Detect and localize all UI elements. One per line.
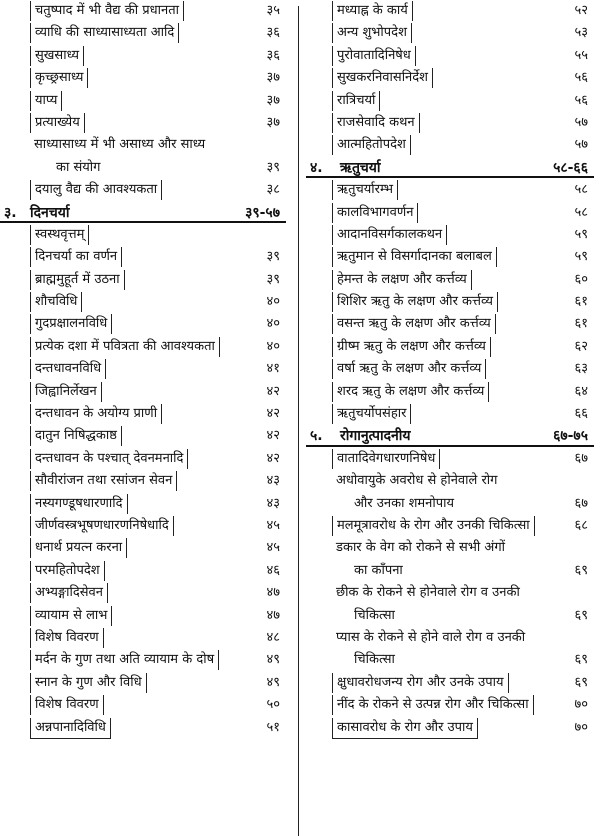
toc-entry	[0, 45, 292, 67]
entry-page: ५२	[574, 3, 588, 18]
toc-entry	[0, 582, 292, 604]
entry-title: स्नान के गुण और विधि	[30, 673, 147, 693]
entry-page: ३५	[266, 3, 280, 18]
entry-page: ४२	[266, 428, 280, 444]
toc-entry	[306, 22, 600, 44]
entry-page: ६३	[574, 361, 588, 377]
entry-page: ४३	[266, 495, 280, 511]
toc-entry	[306, 627, 600, 649]
toc-entry	[0, 649, 292, 671]
entry-page: ५७	[574, 137, 588, 153]
entry-page: ४२	[266, 406, 280, 422]
section-underline	[306, 445, 594, 447]
toc-entry	[306, 672, 600, 694]
section-title: ऋतुचर्या	[340, 159, 381, 176]
entry-page: ५७	[574, 114, 588, 130]
entry-page: ३९	[266, 159, 280, 175]
entry-page: ३७	[266, 70, 280, 86]
entry-page: ४५	[266, 540, 280, 556]
toc-entry	[306, 134, 600, 156]
entry-title: शौचविधि	[30, 292, 82, 312]
entry-page: ६८	[574, 517, 588, 533]
entry-title: डकार के वेग को रोकने से सभी अंगों	[336, 540, 506, 556]
entry-title: ऋतुमान से विसर्गादानका बलाबल	[332, 247, 497, 267]
entry-title: राजसेवादि कथन	[332, 113, 420, 133]
toc-entry	[0, 67, 292, 89]
section-underline	[306, 176, 594, 178]
toc-entry	[0, 694, 292, 716]
toc-entry	[0, 0, 292, 22]
entry-page: ५९	[574, 249, 588, 265]
entry-title: वसन्त ऋतु के लक्षण और कर्त्तव्य	[332, 314, 496, 334]
entry-title: दन्तधावनविधि	[30, 359, 106, 379]
toc-entry	[306, 269, 600, 291]
entry-page: ३९	[266, 271, 280, 287]
entry-page: ४७	[266, 607, 280, 623]
entry-title: अन्नपानादिविधि	[30, 718, 111, 739]
toc-entry	[0, 627, 292, 649]
entry-page: ४०	[266, 294, 280, 310]
entry-page: ४९	[266, 674, 280, 690]
entry-page: ४३	[266, 473, 280, 489]
toc-entry	[306, 112, 600, 134]
entry-page: ५८	[574, 204, 588, 220]
entry-title: पुरोवातादिनिषेध	[332, 46, 416, 66]
entry-title: साध्यासाध्य में भी असाध्य और साध्य	[34, 137, 206, 153]
toc-entry	[0, 425, 292, 447]
toc-entry	[306, 291, 600, 313]
toc-entry	[0, 179, 292, 201]
entry-title: आत्महितोपदेश	[332, 135, 411, 155]
entry-page: ५३	[574, 25, 588, 41]
entry-title: का संयोग	[56, 159, 101, 175]
entry-title: मर्दन के गुण तथा अति व्यायाम के दोष	[30, 650, 219, 670]
entry-page: ७०	[574, 719, 588, 735]
entry-page: ६१	[574, 294, 588, 310]
entry-page: ६९	[574, 562, 588, 578]
entry-title: सौवीरांजन तथा रसांजन सेवन	[30, 471, 177, 491]
toc-entry	[306, 605, 600, 627]
entry-title: चतुष्पाद में भी वैद्य की प्रधानता	[30, 1, 184, 21]
entry-title: अधोवायुके अवरोध से होनेवाले रोग	[336, 473, 498, 489]
section-title: रोगानुत्पादनीय	[340, 428, 411, 445]
entry-title: दन्तधावन के अयोग्य प्राणी	[30, 404, 162, 424]
toc-entry	[0, 358, 292, 380]
entry-page: ४५	[266, 517, 280, 533]
toc-entry	[306, 717, 600, 739]
toc-entry	[306, 448, 600, 470]
entry-page: ६७	[574, 450, 588, 466]
toc-entry	[0, 336, 292, 358]
section-number: ३.	[4, 204, 17, 221]
section-page-range: ५८-६६	[553, 159, 588, 176]
section-heading	[306, 425, 600, 447]
toc-right-column	[306, 0, 600, 739]
toc-entry	[306, 67, 600, 89]
entry-page: ५६	[574, 70, 588, 86]
entry-title: ब्राह्ममुहूर्त में उठना	[30, 270, 125, 290]
entry-title: शिशिर ऋतु के लक्षण और कर्त्तव्य	[332, 292, 498, 312]
toc-entry	[306, 515, 600, 537]
entry-title: शरद ऋतु के लक्षण और कर्त्तव्य	[332, 382, 489, 402]
entry-title: सुखकरनिवासनिर्देश	[332, 68, 433, 88]
entry-title: हेमन्त के लक्षण और कर्त्तव्य	[332, 270, 472, 290]
entry-page: ३९	[266, 249, 280, 265]
section-page-range: ६७-७५	[553, 428, 588, 445]
entry-title: वातादिवेगधारणनिषेध	[332, 449, 440, 469]
toc-entry	[306, 649, 600, 671]
entry-title: दयालु वैद्य की आवश्यकता	[30, 180, 162, 200]
toc-entry	[306, 358, 600, 380]
entry-title: नींद के रोकने से उत्पन्न रोग और चिकित्सा	[332, 695, 534, 715]
toc-entry	[0, 605, 292, 627]
toc-entry	[0, 515, 292, 537]
entry-title: ऋतुचर्योपसंहार	[332, 404, 411, 424]
toc-entry	[306, 246, 600, 268]
toc-entry	[306, 313, 600, 335]
entry-title: दन्तधावन के पश्चात् देवनमनादि	[30, 449, 188, 469]
entry-page: ४६	[266, 562, 280, 578]
toc-entry	[0, 448, 292, 470]
entry-title: व्यायाम से लाभ	[30, 606, 112, 626]
entry-page: ५०	[266, 697, 280, 713]
toc-entry	[0, 134, 292, 156]
entry-page: ४८	[266, 629, 280, 645]
toc-entry	[0, 470, 292, 492]
entry-title: परमहितोपदेश	[30, 561, 105, 581]
entry-page: ३७	[266, 114, 280, 130]
entry-title: स्वस्थवृत्तम्	[30, 225, 89, 245]
entry-title: ग्रीष्म ऋतु के लक्षण और कर्त्तव्य	[332, 337, 491, 357]
entry-title: चिकित्सा	[354, 652, 395, 668]
toc-entry	[306, 493, 600, 515]
toc-entry	[0, 291, 292, 313]
entry-title: और उनका शमनोपाय	[354, 495, 455, 511]
toc-entry	[306, 202, 600, 224]
entry-page: ३६	[266, 47, 280, 63]
toc-entry	[0, 381, 292, 403]
entry-page: ४२	[266, 450, 280, 466]
toc-entry	[306, 582, 600, 604]
entry-title: जिह्वानिर्लेखन	[30, 382, 102, 402]
entry-title: अभ्यङ्गादिसेवन	[30, 583, 108, 603]
entry-title: नस्यगण्डूषधारणादि	[30, 494, 128, 514]
section-number: ५.	[310, 428, 323, 445]
toc-entry	[306, 381, 600, 403]
toc-left-column	[0, 0, 292, 739]
toc-entry	[0, 90, 292, 112]
entry-page: ४०	[266, 338, 280, 354]
toc-entry	[0, 269, 292, 291]
toc-entry	[0, 403, 292, 425]
entry-page: ६९	[574, 652, 588, 668]
entry-title: विशेष विवरण	[30, 695, 104, 715]
toc-entry	[0, 537, 292, 559]
toc-entry	[306, 179, 600, 201]
entry-title: मध्याह्न के कार्य	[332, 1, 413, 21]
entry-title: गुदप्रक्षालनविधि	[30, 314, 112, 334]
toc-entry	[306, 470, 600, 492]
entry-page: ६६	[574, 406, 588, 422]
toc-entry	[306, 403, 600, 425]
entry-title: ऋतुचर्यारम्भ	[332, 180, 398, 200]
entry-page: ४१	[266, 361, 280, 377]
entry-title: दातुन निषिद्धकाष्ठ	[30, 426, 122, 446]
entry-title: धनार्थ प्रयत्न करना	[30, 538, 127, 558]
entry-title: कासावरोध के रोग और उपाय	[332, 718, 478, 739]
entry-title: का काँपना	[354, 562, 403, 578]
entry-page: ३७	[266, 92, 280, 108]
entry-title: सुखसाध्य	[30, 46, 84, 66]
entry-page: ४९	[266, 652, 280, 668]
toc-entry	[306, 90, 600, 112]
toc-entry	[306, 537, 600, 559]
entry-page: ४२	[266, 383, 280, 399]
entry-page: ६१	[574, 316, 588, 332]
toc-entry	[0, 246, 292, 268]
toc-entry	[306, 224, 600, 246]
entry-title: व्याधि की साध्यासाध्यता आदि	[30, 23, 179, 43]
entry-title: छीक के रोकने से होनेवाले रोग व उनकी	[336, 585, 520, 601]
entry-page: ७०	[574, 697, 588, 713]
toc-entry	[0, 313, 292, 335]
entry-title: प्यास के रोकने से होने वाले रोग व उनकी	[336, 629, 526, 645]
entry-title: प्रत्येक दशा में पवित्रता की आवश्यकता	[30, 337, 220, 357]
entry-title: प्रत्याख्येय	[30, 113, 85, 133]
entry-page: ५१	[266, 719, 280, 735]
toc-entry	[306, 336, 600, 358]
section-page-range: ३९-५७	[245, 204, 280, 221]
toc-entry	[306, 45, 600, 67]
entry-page: ६९	[574, 607, 588, 623]
entry-page: ५६	[574, 92, 588, 108]
entry-page: ६२	[574, 338, 588, 354]
entry-title: याप्य	[30, 91, 62, 111]
entry-page: ५५	[574, 47, 588, 63]
entry-title: वर्षा ऋतु के लक्षण और कर्त्तव्य	[332, 359, 486, 379]
section-underline	[0, 221, 286, 223]
entry-page: ३६	[266, 25, 280, 41]
entry-page: ५९	[574, 226, 588, 242]
entry-page: ६७	[574, 495, 588, 511]
entry-page: ३८	[266, 182, 280, 198]
toc-entry	[306, 560, 600, 582]
entry-title: अन्य शुभोपदेश	[332, 23, 412, 43]
toc-entry	[0, 672, 292, 694]
entry-title: दिनचर्या का वर्णन	[30, 247, 122, 267]
section-title: दिनचर्या	[30, 204, 70, 221]
entry-title: कृच्छ्रसाध्य	[30, 68, 88, 88]
entry-title: आदानविसर्गकालकथन	[332, 225, 447, 245]
toc-entry	[0, 717, 292, 739]
entry-page: ५८	[574, 182, 588, 198]
toc-entry	[0, 224, 292, 246]
toc-entry	[0, 493, 292, 515]
entry-page: ४७	[266, 585, 280, 601]
entry-page: ४०	[266, 316, 280, 332]
entry-title: रात्रिचर्या	[332, 91, 380, 111]
section-heading	[306, 157, 600, 179]
entry-page: ६०	[574, 271, 588, 287]
section-number: ४.	[310, 159, 323, 176]
entry-title: मलमूत्रावरोध के रोग और उनकी चिकित्सा	[332, 516, 535, 536]
toc-entry	[0, 157, 292, 179]
toc-entry	[306, 0, 600, 22]
toc-entry	[0, 560, 292, 582]
entry-page: ६९	[574, 674, 588, 690]
section-heading	[0, 202, 292, 224]
entry-title: विशेष विवरण	[30, 628, 104, 648]
entry-title: कालविभागवर्णन	[332, 203, 418, 223]
toc-entry	[0, 112, 292, 134]
toc-entry	[306, 694, 600, 716]
toc-entry	[0, 22, 292, 44]
column-divider	[298, 6, 299, 836]
entry-title: क्षुधावरोधजन्य रोग और उनके उपाय	[332, 673, 509, 693]
entry-title: जीर्णवस्त्रभूषणधारणनिषेधादि	[30, 516, 174, 536]
entry-page: ६४	[574, 383, 588, 399]
entry-title: चिकित्सा	[354, 607, 395, 623]
